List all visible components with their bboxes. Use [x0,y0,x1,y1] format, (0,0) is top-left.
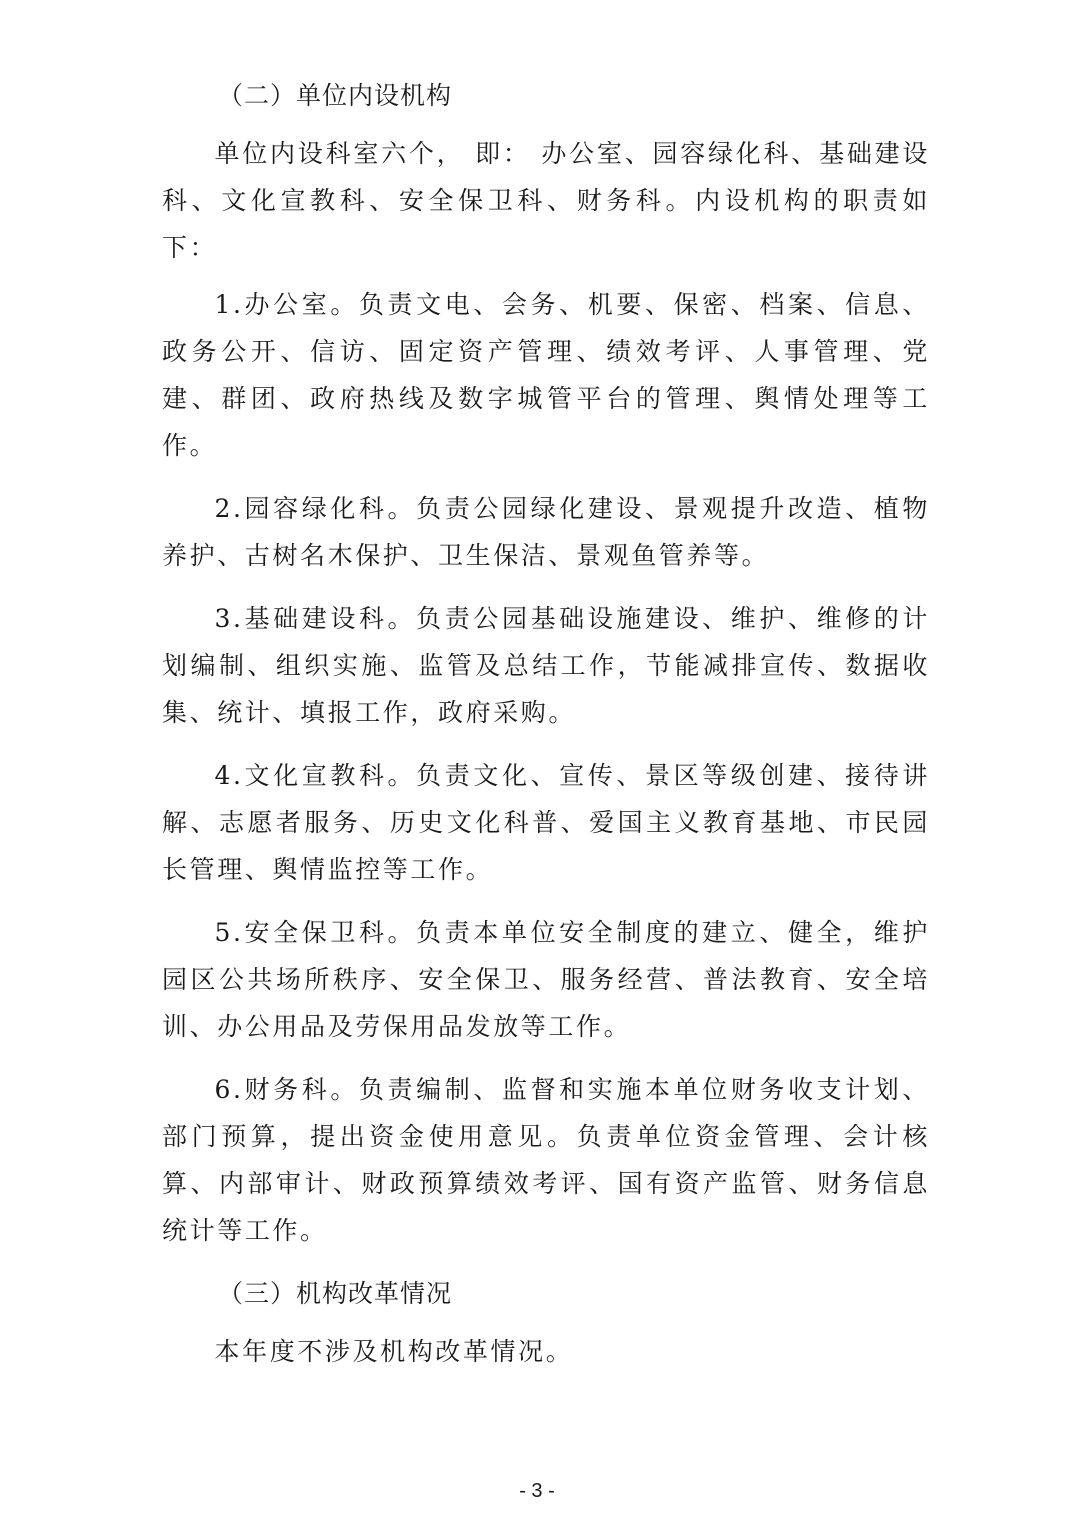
reform-paragraph: 本年度不涉及机构改革情况。 [214,1337,574,1366]
document-page [162,72,930,1391]
duty-item-security: 5.安全保卫科。负责本单位安全制度的建立、健全，维护园区公共场所秩序、安全保卫、服务经营、普法教育、安全培训、办公用品及劳保用品发放等工作。 [162,918,930,1041]
duty-item-office: 1.办公室。负责文电、会务、机要、保密、档案、信息、政务公开、信访、固定资产管理、绩效考评、人事管理、党建、群团、政府热线及数字城管平台的管理、舆情处理等工作。 [162,290,930,460]
section-intro-paragraph: 单位内设科室六个， 即： 办公室、园容绿化科、基础建设科、文化宣教科、安全保卫科、财务科。内设机构的职责如下： [162,139,930,262]
duty-item-infrastructure: 3.基础建设科。负责公园基础设施建设、维护、维修的计划编制、组织实施、监管及总结工作，节能减排宣传、数据收集、统计、填报工作，政府采购。 [162,604,930,727]
section-heading-internal-units: （二）单位内设机构 [218,81,453,110]
duty-item-greening: 2.园容绿化科。负责公园绿化建设、景观提升改造、植物养护、古树名木保护、卫生保洁、景观鱼管养等。 [162,494,930,570]
section-heading-reform: （三）机构改革情况 [218,1279,453,1308]
duty-item-culture-education: 4.文化宣教科。负责文化、宣传、景区等级创建、接待讲解、志愿者服务、历史文化科普、爱国主义教育基地、市民园长管理、舆情监控等工作。 [162,761,930,884]
duty-item-finance: 6.财务科。负责编制、监督和实施本单位财务收支计划、部门预算，提出资金使用意见。负责单位资金管理、会计核算、内部审计、财政预算绩效考评、国有资产监管、财务信息统计等工作。 [162,1075,930,1245]
page-number: - 3 - [519,1480,555,1502]
